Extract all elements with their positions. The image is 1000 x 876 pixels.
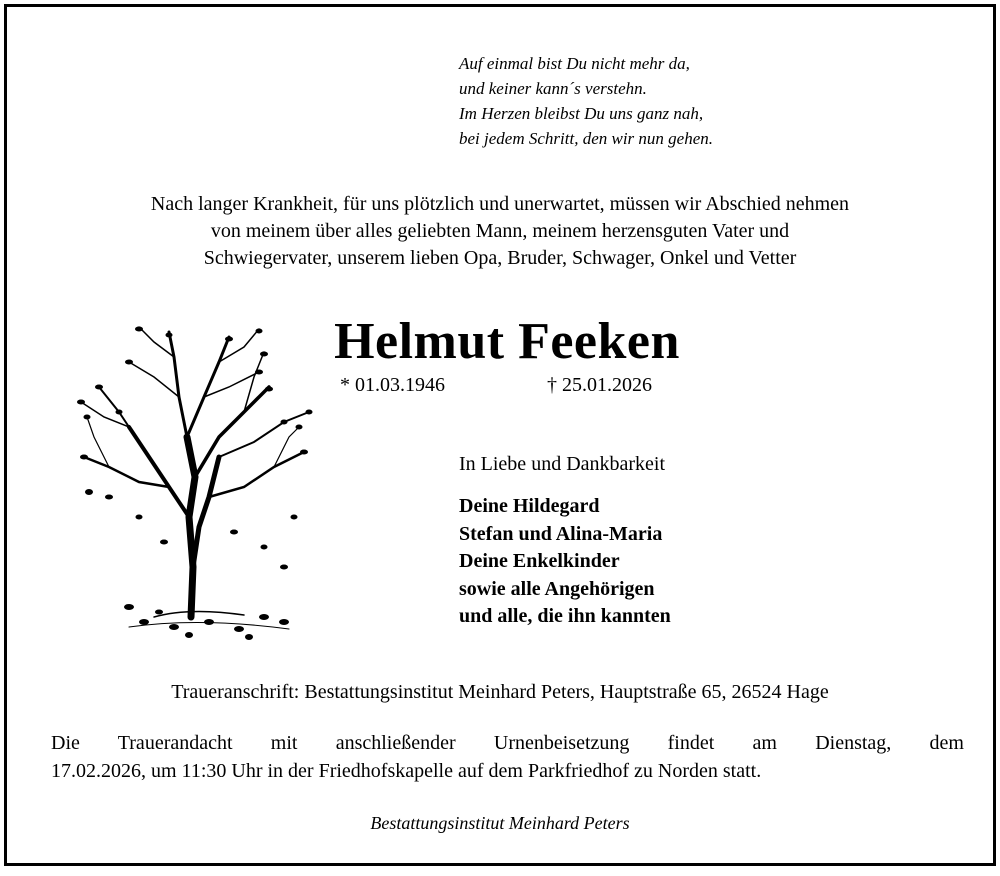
thanks-line: In Liebe und Dankbarkeit bbox=[459, 453, 666, 475]
service-line: Die Trauerandacht mit anschließender Urnenbeisetzung findet am Dienstag, dem bbox=[51, 732, 964, 754]
signer: Stefan und Alina-Maria bbox=[459, 522, 663, 545]
tree-icon bbox=[69, 317, 317, 645]
death-date: † 25.01.2026 bbox=[547, 374, 652, 396]
intro-line: von meinem über alles geliebten Mann, meinem herzensguten Vater und bbox=[210, 220, 790, 242]
poem-line: Auf einmal bist Du nicht mehr da, bbox=[459, 54, 690, 73]
poem-line: bei jedem Schritt, den wir nun gehen. bbox=[459, 129, 714, 148]
undertaker-name: Bestattungsinstitut Meinhard Peters bbox=[370, 813, 630, 833]
service-line: 17.02.2026, um 11:30 Uhr in der Friedhofskapelle auf dem Parkfriedhof zu Norden statt. bbox=[51, 760, 762, 782]
signers-list bbox=[459, 493, 671, 631]
deceased-name: Helmut Feeken bbox=[334, 313, 680, 370]
intro-line: Schwiegervater, unserem lieben Opa, Bruder, Schwager, Onkel und Vetter bbox=[203, 247, 797, 269]
signer: Deine Hildegard bbox=[459, 495, 600, 517]
signer: sowie alle Angehörigen bbox=[459, 577, 655, 600]
poem-line: und keiner kann´s verstehn. bbox=[459, 79, 647, 98]
service-info bbox=[51, 729, 964, 785]
signer: Deine Enkelkinder bbox=[459, 550, 620, 572]
mourning-address: Traueranschrift: Bestattungsinstitut Meinhard Peters, Hauptstraße 65, 26524 Hage bbox=[171, 681, 829, 703]
poem bbox=[459, 51, 713, 151]
birth-date: * 01.03.1946 bbox=[340, 374, 445, 396]
signer: und alle, die ihn kannten bbox=[459, 605, 671, 627]
poem-line: Im Herzen bleibst Du uns ganz nah, bbox=[459, 104, 704, 123]
intro-line: Nach langer Krankheit, für uns plötzlich und unerwartet, müssen wir Abschied nehmen bbox=[150, 193, 850, 215]
intro-text bbox=[27, 191, 973, 272]
obituary-frame bbox=[4, 4, 996, 866]
